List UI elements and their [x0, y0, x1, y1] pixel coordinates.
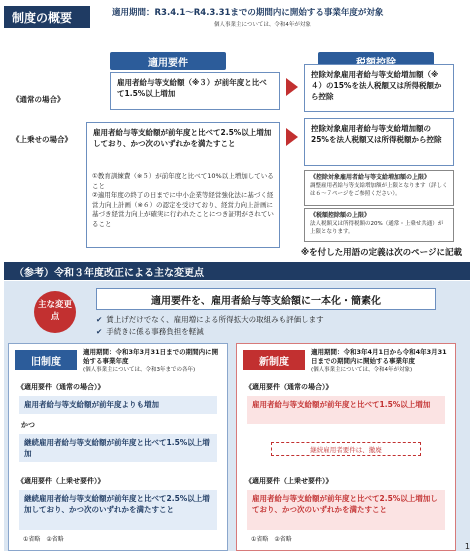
credit-increase-limit-body: 調整雇用者給与等支給増加額が上限となります（詳しくは６～７ページをご参照ください）。	[310, 183, 448, 197]
old-plus-label: 《適用要件（上乗せ要件）》	[17, 477, 105, 485]
new-normal-label: 《適用要件（通常の場合）》	[245, 383, 333, 391]
old-normal-label: 《適用要件（通常の場合）》	[17, 383, 105, 391]
normal-case-label: 《通常の場合》	[12, 95, 65, 104]
old-requirement-2: 継続雇用者給与等支給額が前年度と比べて1.5%以上増加	[19, 434, 217, 462]
plus-requirement-items	[92, 172, 276, 229]
arrow-right-icon	[286, 128, 298, 146]
top-header	[4, 4, 468, 32]
plus-case-label: 《上乗せの場合》	[12, 135, 72, 144]
old-requirement-1: 雇用者給与等支給額が前年度よりも増加	[19, 396, 217, 414]
new-system-panel	[236, 343, 456, 551]
check-item: ✔ 手続きに係る事務負担を軽減	[96, 327, 204, 336]
credit-amount-limit-note	[304, 208, 454, 242]
change-check-list	[96, 314, 324, 338]
old-plus-requirement: 継続雇用者給与等支給額が前年度と比べて2.5%以上増加しており、かつ次のいずれかを満たすこと	[19, 490, 217, 530]
normal-requirement-text: 雇用者給与等支給額（※３）が前年度と比べて1.5%以上増加	[117, 78, 267, 98]
new-system-tag: 新制度	[243, 350, 305, 370]
new-plus-label: 《適用要件（上乗せ要件）》	[245, 477, 333, 485]
plus-credit-box	[304, 118, 454, 166]
old-options: ①省略 ②省略	[23, 536, 64, 543]
plus-credit-text: 控除対象雇用者給与等支給増加額の25%を法人税額又は所得税額から控除	[311, 124, 442, 144]
normal-requirement-box	[110, 72, 280, 110]
definition-note: ※を付した用語の定義は次のページに記載	[300, 248, 462, 258]
page-number: 1	[464, 542, 470, 551]
arrow-right-icon	[286, 78, 298, 96]
applicable-period: 適用期間：R3.4.1～R4.3.31までの期間内に開始する事業年度が対象	[112, 8, 384, 18]
old-system-tag: 旧制度	[15, 350, 77, 370]
new-requirement-1: 雇用者給与等支給額が前年度と比べて1.5%以上増加	[247, 396, 445, 424]
normal-credit-text: 控除対象雇用者給与等支給増加額（※４）の15%を法人税額又は所得税額から控除	[311, 70, 442, 101]
applicable-period-note: 個人事業主については、令和4年が対象	[214, 22, 311, 28]
new-options: ①省略 ②省略	[251, 536, 292, 543]
continuing-employee-abolished: 継続雇用者要件は、撤廃	[271, 442, 421, 456]
new-plus-requirement: 雇用者給与等支給額が前年度と比べて2.5%以上増加しており、かつ次のいずれかを満たすこと	[247, 490, 445, 530]
new-system-period: 適用期間：令和3年4月1日から令和4年3月31日までの期間内に開始する事業年度 (個人事業主については、令和4年が対象)	[311, 348, 447, 373]
credit-increase-limit-note	[304, 170, 454, 206]
reference-header: （参考）令和３年度改正による主な変更点	[4, 262, 470, 280]
plus-requirement-text: 雇用者給与等支給額が前年度と比べて2.5%以上増加しており、かつ次のいずれかを満たすこと	[93, 128, 272, 148]
normal-credit-box	[304, 64, 454, 112]
check-icon: ✔	[96, 327, 103, 336]
old-and-label: かつ	[21, 421, 35, 429]
requirements-header: 適用要件	[110, 52, 226, 70]
check-item: ✔ 賃上げだけでなく、雇用増による所得拡大の取組みも評価します	[96, 315, 324, 324]
main-changes-badge: 主な変更点	[34, 291, 76, 333]
credit-increase-limit-title: 《控除対象雇用者給与等支給増加額の上限》	[310, 174, 431, 181]
credit-amount-limit-body: 法人税額又は所得税額の20%（通常・上乗せ共通）が上限となります。	[310, 221, 444, 235]
main-change-summary: 適用要件を、雇用者給与等支給額に一本化・簡素化	[96, 288, 436, 310]
old-system-panel	[8, 343, 228, 551]
section-title: 制度の概要	[4, 6, 90, 28]
plus-item-1: ①教育訓練費（※５）が前年度と比べて10%以上増加していること	[92, 172, 274, 190]
credit-amount-limit-title: 《税額控除額の上限》	[310, 212, 371, 219]
check-icon: ✔	[96, 315, 103, 324]
old-system-period: 適用期間：令和3年3月31日までの期間内に開始する事業年度 (個人事業主については、令和3年までの各年)	[83, 348, 219, 373]
plus-item-2: ②適用年度の終了の日までに中小企業等経営強化法に基づく経営力向上計画（※６）の認定を受けており、経営力向上計画に基づき経営力向上が確実に行われたことにつき証明がされていること	[92, 191, 274, 228]
